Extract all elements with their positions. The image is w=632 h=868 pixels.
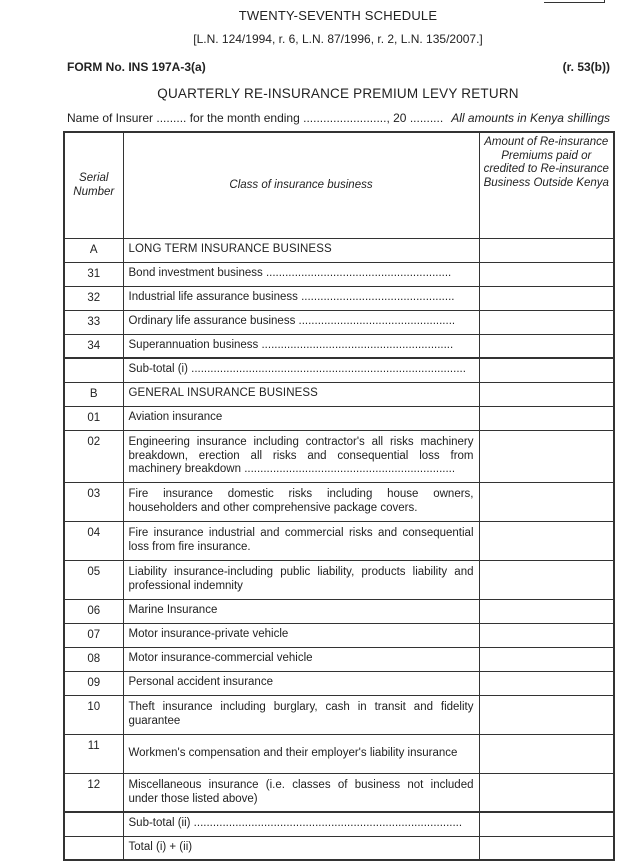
insurer-line-text: Name of Insurer ......... for the month ending ........................., 20 .......... (67, 111, 444, 125)
serial-cell: 08 (64, 647, 123, 671)
table-row (64, 812, 614, 836)
table-row (64, 836, 614, 860)
amount-entry-cell[interactable] (479, 310, 614, 334)
header-amount: Amount of Re-insurance Premiums paid or credited to Re-insurance Business Outside Kenya (479, 132, 614, 238)
class-description-cell: Bond investment business .......................................................... (123, 262, 479, 286)
serial-cell: 07 (64, 623, 123, 647)
header-class-of-business: Class of insurance business (123, 132, 479, 238)
serial-cell: 02 (64, 430, 123, 482)
amount-entry-cell[interactable] (479, 406, 614, 430)
serial-cell: 03 (64, 482, 123, 521)
table-row (64, 238, 614, 262)
class-description-cell: Fire insurance domestic risks including house owners, householders and other comprehensive package covers. (123, 482, 479, 521)
table-row (64, 262, 614, 286)
amount-entry-cell[interactable] (479, 358, 614, 382)
table-row (64, 599, 614, 623)
class-description-cell: Miscellaneous insurance (i.e. classes of business not included under those listed above) (123, 773, 479, 812)
table-row (64, 773, 614, 812)
amount-entry-cell[interactable] (479, 262, 614, 286)
serial-cell: 32 (64, 286, 123, 310)
class-description-cell: Total (i) + (ii) (123, 836, 479, 860)
serial-cell: 10 (64, 695, 123, 734)
amount-entry-cell[interactable] (479, 812, 614, 836)
serial-cell: A (64, 238, 123, 262)
amount-entry-cell[interactable] (479, 773, 614, 812)
schedule-reference: [L.N. 124/1994, r. 6, L.N. 87/1996, r. 2, L.N. 135/2007.] (193, 32, 483, 46)
serial-cell: 34 (64, 334, 123, 358)
serial-cell: 05 (64, 560, 123, 599)
table-row (64, 671, 614, 695)
insurer-line (67, 111, 610, 125)
table-body (64, 238, 614, 860)
section-heading-cell: LONG TERM INSURANCE BUSINESS (123, 238, 479, 262)
table-row (64, 695, 614, 734)
class-description-cell: Fire insurance industrial and commercial risks and consequential loss from fire insurance. (123, 521, 479, 560)
table-header-row (64, 132, 614, 238)
serial-cell (64, 358, 123, 382)
class-description-cell: Sub-total (ii) .................................................................................... (123, 812, 479, 836)
amount-entry-cell[interactable] (479, 334, 614, 358)
table-row (64, 482, 614, 521)
class-description-cell: Personal accident insurance (123, 671, 479, 695)
class-description-cell: Industrial life assurance business ................................................ (123, 286, 479, 310)
levy-return-table (63, 131, 615, 861)
amount-entry-cell[interactable] (479, 382, 614, 406)
amount-entry-cell[interactable] (479, 430, 614, 482)
amount-entry-cell[interactable] (479, 734, 614, 773)
class-description-cell: Ordinary life assurance business ................................................. (123, 310, 479, 334)
amount-entry-cell[interactable] (479, 599, 614, 623)
section-heading-cell: GENERAL INSURANCE BUSINESS (123, 382, 479, 406)
amount-entry-cell[interactable] (479, 623, 614, 647)
table-row (64, 310, 614, 334)
serial-cell (64, 836, 123, 860)
serial-cell: 12 (64, 773, 123, 812)
amount-entry-cell[interactable] (479, 286, 614, 310)
amount-entry-cell[interactable] (479, 238, 614, 262)
serial-cell: 33 (64, 310, 123, 334)
class-description-cell: Sub-total (i) ...................................................................................... (123, 358, 479, 382)
class-description-cell: Superannuation business ............................................................ (123, 334, 479, 358)
class-description-cell: Theft insurance including burglary, cash in transit and fidelity guarantee (123, 695, 479, 734)
form-number: FORM No. INS 197A-3(a) (67, 60, 206, 74)
class-description-cell: Motor insurance-private vehicle (123, 623, 479, 647)
rule-reference: (r. 53(b)) (562, 60, 610, 74)
table-row (64, 430, 614, 482)
table-row (64, 623, 614, 647)
amount-entry-cell[interactable] (479, 521, 614, 560)
amount-entry-cell[interactable] (479, 482, 614, 521)
amount-entry-cell[interactable] (479, 836, 614, 860)
class-description-cell: Aviation insurance (123, 406, 479, 430)
return-title: QUARTERLY RE-INSURANCE PREMIUM LEVY RETURN (157, 86, 519, 101)
serial-cell: B (64, 382, 123, 406)
table-row (64, 382, 614, 406)
table-row (64, 406, 614, 430)
class-description-cell: Engineering insurance including contractor's all risks machinery breakdown, erection all risks and consequential loss from machinery breakdown .................................................................. (123, 430, 479, 482)
serial-cell: 31 (64, 262, 123, 286)
table-row (64, 334, 614, 358)
class-description-cell: Liability insurance-including public liability, products liability and professional indemnity (123, 560, 479, 599)
table-row (64, 358, 614, 382)
serial-cell: 01 (64, 406, 123, 430)
amount-entry-cell[interactable] (479, 695, 614, 734)
amount-entry-cell[interactable] (479, 671, 614, 695)
table-row (64, 560, 614, 599)
table-row (64, 286, 614, 310)
class-description-cell: Workmen's compensation and their employer's liability insurance (123, 734, 479, 773)
serial-cell: 09 (64, 671, 123, 695)
amounts-note: All amounts in Kenya shillings (451, 111, 610, 125)
header-serial-number: Serial Number (64, 132, 123, 238)
serial-cell: 04 (64, 521, 123, 560)
serial-cell (64, 812, 123, 836)
serial-cell: 06 (64, 599, 123, 623)
amount-entry-cell[interactable] (479, 560, 614, 599)
table-row (64, 734, 614, 773)
class-description-cell: Motor insurance-commercial vehicle (123, 647, 479, 671)
table-row (64, 647, 614, 671)
class-description-cell: Marine Insurance (123, 599, 479, 623)
table-row (64, 521, 614, 560)
schedule-title: TWENTY-SEVENTH SCHEDULE (238, 8, 438, 23)
serial-cell: 11 (64, 734, 123, 773)
amount-entry-cell[interactable] (479, 647, 614, 671)
page-corner-mark (544, 0, 605, 3)
